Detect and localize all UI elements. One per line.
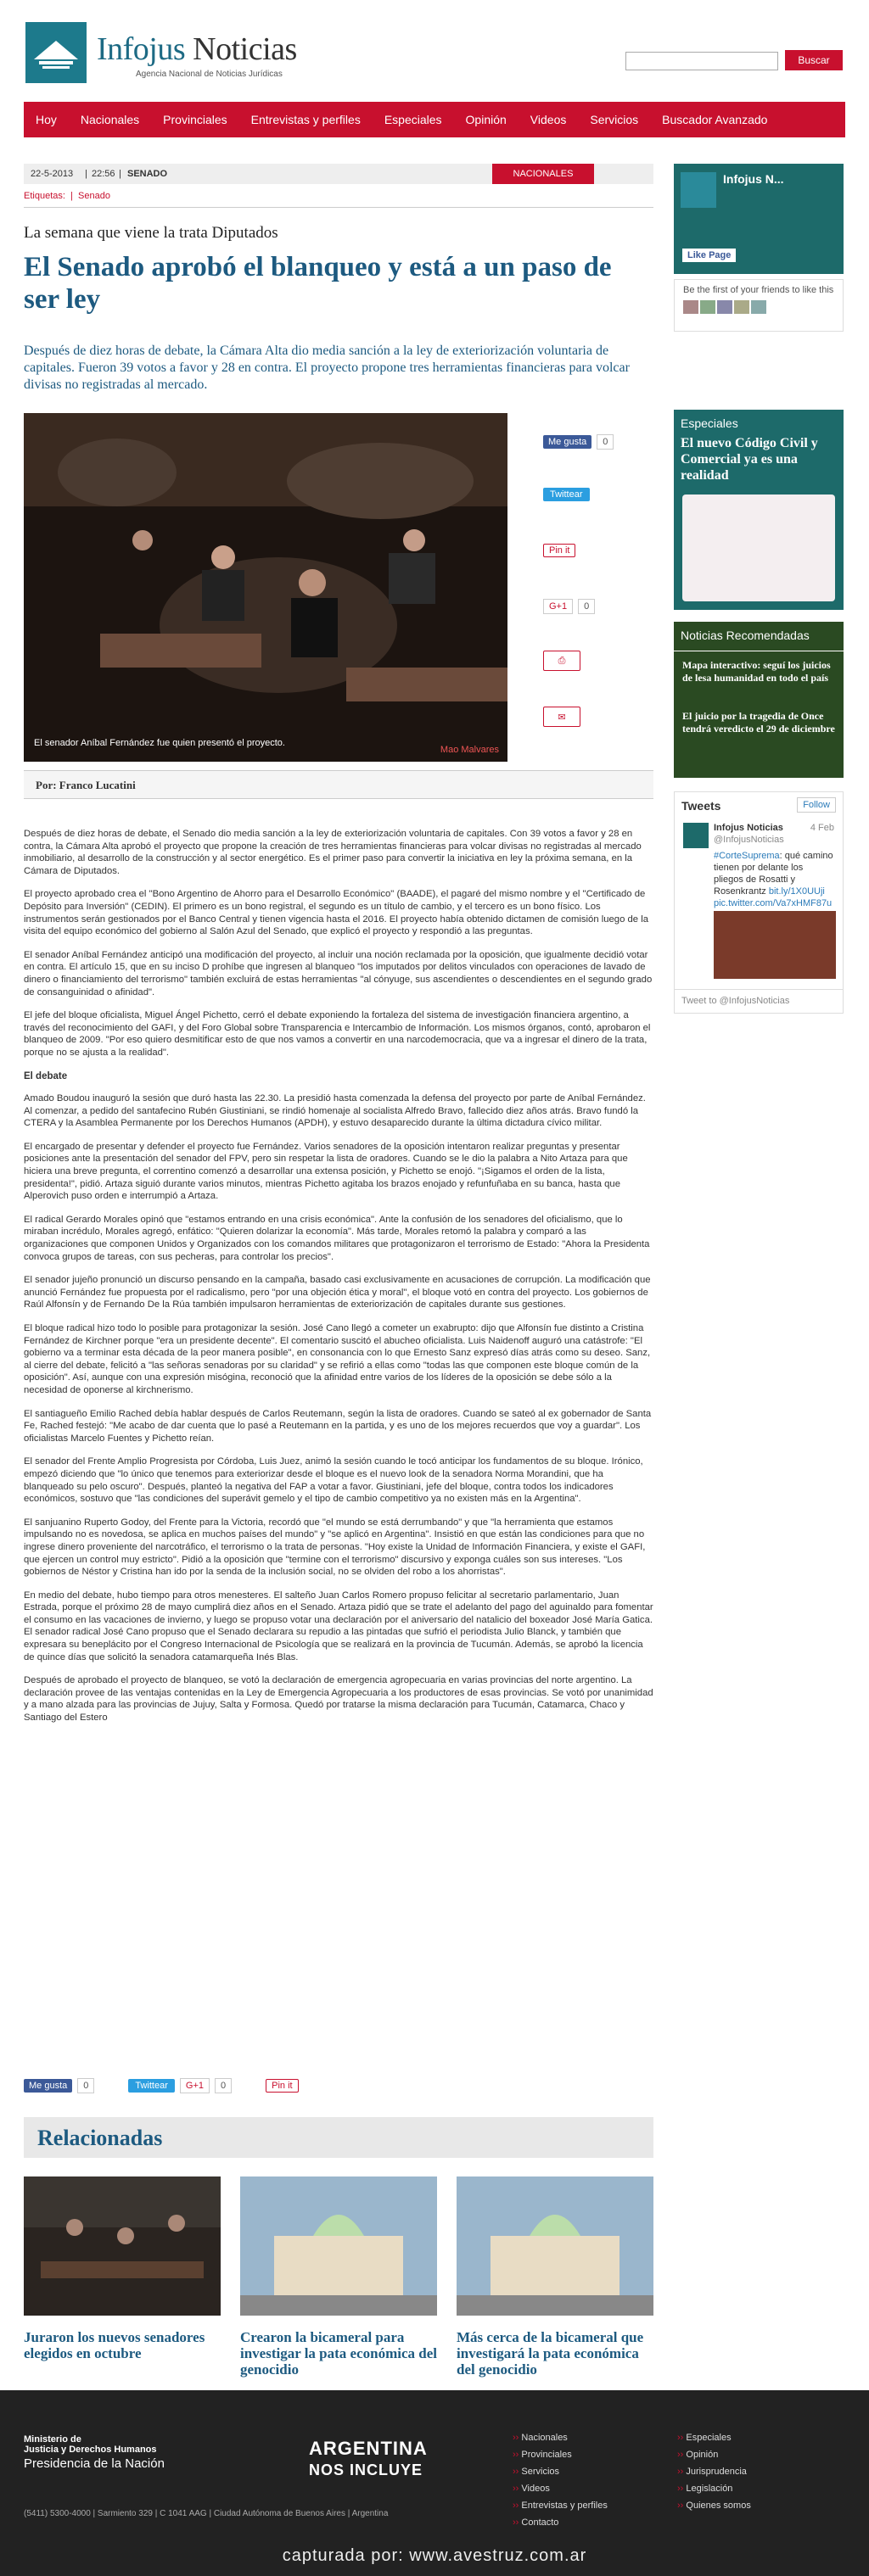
related-title: Relacionadas <box>37 2126 163 2150</box>
paragraph: El senador jujeño pronunció un discurso pensando en la campaña, basado casi exclusivamente en acusaciones de corrupción. La modificación que anunció Fernández fue propuesta por el radicalismo, pero "por una objeción ética y moral", el bloque votó en contra del proyecto. Los gobiernos de Raúl Alfonsín y de Fernando De la Rúa también impulsaron herramientas de exteriorización de capitales durante sus gestiones. <box>24 1275 651 1310</box>
especiales-headline[interactable]: El nuevo Código Civil y Comercial ya es una realidad <box>681 436 818 483</box>
paragraph: Después de aprobado el proyecto de blanqueo, se votó la declaración de emergencia agropecuaria en varias provincias del norte argentino. La declaración provee de las ventajas contenidas en la Ley de Emergencia Agropecuaria a los productores de esas provincias. Se votó por unanimidad y a mano alzada para las provincias de Jujuy, Salta y Formosa. Quedó por tratarse la misma declaración para Tucumán, Catamarca, Chaco y Santiago del Estero <box>24 1675 653 1724</box>
related-headline[interactable]: Más cerca de la bicameral que investigará la pata económica del genocidio <box>457 2329 644 2378</box>
paragraph: El proyecto aprobado crea el "Bono Argentino de Ahorro para el Desarrollo Económico" (BAADE), el pagaré del mismo nombre y el "Certificado de Depósito para Inversión" (CEDIN). El primero es un bono registral, el segundo es un título de cambio, y el tercero es un bono físico. Los instrumentos serán gestionados por el Banco Central y tienen vigencia hasta el 2016. El proyecto había obtenido dictamen de comisión luego de la visita del equipo económico del gobierno al Salón Azul del Senado, que explicó el proyecto y respondió a las preguntas. <box>24 889 649 937</box>
main-nav <box>24 102 845 137</box>
meta-sep-2: | <box>119 169 121 179</box>
tweet-avatar[interactable] <box>683 823 709 848</box>
fb-friends-box <box>674 279 844 332</box>
related-image[interactable] <box>24 2176 221 2316</box>
nav-item-especiales[interactable]: Especiales <box>384 113 442 126</box>
fb-page-logo <box>681 172 716 208</box>
footer-links-2 <box>677 2429 751 2514</box>
recomendada-item[interactable]: El juicio por la tragedia de Once tendrá veredicto el 29 de diciembre <box>682 710 835 735</box>
footer-address: (5411) 5300-4000 | Sarmiento 329 | C 1041 AAG | Ciudad Autónoma de Buenos Aires | Argentina <box>24 2509 389 2518</box>
tweet-text: : qué camino tienen por delante los pliegos de Rosatti y Rosenkrantz <box>714 851 833 897</box>
footer-link[interactable]: ›› Nacionales <box>513 2429 608 2446</box>
gplus-count: 0 <box>578 599 595 614</box>
nav-item-entrevistas[interactable]: Entrevistas y perfiles <box>250 113 361 126</box>
paragraph: Después de diez horas de debate, el Senado dio media sanción a la ley de exteriorización voluntaria de capitales. Con 39 votos a favor y 28 en contra, la Cámara Alta aprobó el proyecto que propone la creación de tres herramientas financieras para volcar divisas no registradas al mercado inmobiliario, al desarrollo de la construcción y al sector energético. Es el primer paso para convertir la iniciativa en ley la próxima semana, en la Cámara de Diputados. <box>24 829 642 876</box>
especiales-widget[interactable] <box>674 410 844 610</box>
article-kicker: La semana que viene la trata Diputados <box>24 224 278 242</box>
footer-link[interactable]: ›› Jurisprudencia <box>677 2463 751 2480</box>
recomendadas-title: Noticias Recomendadas <box>681 629 810 642</box>
paragraph: El radical Gerardo Morales opinó que "estamos entrando en una crisis económica". Ante la confusión de los senadores del oficialismo, que lo miraban incrédulo, Morales agregó, enfático: "Quieren dolarizar la economía". Más tarde, Morales retomó la palabra y comparó a las organizaciones que componen Unidos y Organizados con los comandos militares que protagonizaron el terrorismo de Estado: "Ahora la Presidenta convoca grupos de tareas, con sus pecheras, para controlar los precios". <box>24 1214 650 1262</box>
pin-button-bottom[interactable]: Pin it <box>266 2079 298 2093</box>
email[interactable] <box>543 707 580 726</box>
footer-link[interactable]: ›› Provinciales <box>513 2446 608 2463</box>
paragraph: El bloque radical hizo todo lo posible para protagonizar la sesión. José Cano llegó a cometer un exabrupto: dijo que Alfonsín fue distinto a Cristina Fernández de Kirchner porque "era un presidente decente". El comentario suscitó el abucheo oficialista. Luis Naidenoff auguró una catástrofe: "El gobierno va a terminar esta década de la peor manera posible", en consonancia con lo que Ernesto Sanz expresó días atrás como su deseo. Sanz, al cierre del debate, felicitó a "las señoras senadoras por su claridad" y se refirió a ellas como "todas las que componen este bloque común de la oposición". Así, aunque con una expresión misógina, reconoció que la afinidad entre varios de los líderes de la oposición se debe sólo a la necesidad de oponerse al kirchnerismo. <box>24 1323 651 1395</box>
fb-like-count: 0 <box>597 434 614 450</box>
footer-slogan-2: NOS INCLUYE <box>309 2461 423 2478</box>
footer-ministry-2: Justicia y Derechos Humanos <box>24 2445 157 2455</box>
fb-page-title[interactable]: Infojus N... <box>723 172 784 186</box>
author-byline: Por: Franco Lucatini <box>24 770 653 799</box>
paragraph: El santiagueño Emilio Rached debía hablar después de Carlos Reutemann, según la lista de oradores. Cuando se sateó al ex gobernador de Santa Fe, Rached festejó: "Me acabo de dar cuenta que lo pasé a Reutemann en la partida, y es uno de los mejores recuerdos que voy a guardar". Los oficialistas Marcelo Fuentes y Pichetto reían. <box>24 1408 652 1444</box>
nav-item-provinciales[interactable]: Provinciales <box>163 113 227 126</box>
tweet-date: 4 Feb <box>810 823 834 833</box>
tweet[interactable] <box>543 485 590 504</box>
divider <box>24 207 653 208</box>
recomendadas-widget <box>674 622 844 778</box>
fb-page-widget <box>674 164 844 274</box>
fb-like-button-bottom[interactable]: Me gusta <box>24 2079 72 2093</box>
gplus-count-bottom: 0 <box>215 2078 232 2093</box>
tweet-author[interactable]: Infojus Noticias <box>714 823 783 833</box>
footer-link[interactable]: ›› Opinión <box>677 2446 751 2463</box>
tweet-pic-link[interactable]: pic.twitter.com/Va7xHMF87u <box>714 898 833 908</box>
fb-like-button[interactable]: Me gusta <box>543 435 591 449</box>
share-row-bottom <box>24 2076 299 2095</box>
email-icon[interactable]: ✉ <box>543 707 580 727</box>
tags-sep: | <box>70 191 73 201</box>
article-source: SENADO <box>127 169 168 179</box>
print-icon[interactable]: ⎙ <box>543 651 580 671</box>
nav-item-servicios[interactable]: Servicios <box>590 113 639 126</box>
paragraph: En medio del debate, hubo tiempo para otros menesteres. El salteño Juan Carlos Romero propuso felicitar al secretario parlamentario, Juan Estrada, porque el próximo 28 de mayo cumplirá diez años en el Senado. Artaza pidió que se trate el adelanto del pago del aguinaldo para fomentar el consumo en las vacaciones de invierno, y luego se propuso votar una declaración por el aniversario del natalicio del boxeador José María Gatica. El senador radical José Cano propuso que el Senado declarara su repudio a las pintadas que sufrió el periodista Julio Blanck, y también que expresara su beneplácito por el Congreso Internacional de Psicología que se realizará en la provincia de Tucumán. Además, se aprobó la licencia de quince días que solicitó la senadora catamarqueña Inés Blas. <box>24 1590 653 1662</box>
related-item[interactable] <box>457 2176 653 2378</box>
nav-item-videos[interactable]: Videos <box>530 113 567 126</box>
article-subhead: El debate <box>24 1070 68 1081</box>
search-input[interactable] <box>625 52 778 70</box>
paragraph: El jefe del bloque oficialista, Miguel Ángel Pichetto, cerró el debate exponiendo la fortaleza del sistema de investigación financiera argentino, a través del reconocimiento del GAFI, y del Foro Global sobre Transparencia e Intercambio de Información. Los mismos órganos, contó, aprobaron el blanqueo de 2009. "Por eso quiero desmitificar esto de que nos vamos a convertir en una narcodemocracia, que va a ingresar el dinero de la trata, porque no se ajusta a la realidad". <box>24 1010 651 1058</box>
tweet-handle: @InfojusNoticias <box>714 835 784 845</box>
paragraph: El senador del Frente Amplio Progresista por Córdoba, Luis Juez, animó la sesión cuando le tocó anticipar los fundamentos de su bloque. Irónico, empezó diciendo que "lo único que tenemos para exteriorizar desde el bloque es el nuevo look de la senadora Norma Morandini, que ha blanqueado su pelo oscuro". Después, planteó la negativa del FAP a votar a favor. Giustiniani, jefe del bloque, contra todos los indicadores económicos, sostuvo que "las condiciones del superávit gemelo y el tipo de cambio competitivo ya no existen más en la Argentina". <box>24 1456 643 1505</box>
related-item[interactable] <box>24 2176 221 2361</box>
footer-link[interactable]: ›› Videos <box>513 2480 608 2497</box>
footer-link[interactable]: ›› Legislación <box>677 2480 751 2497</box>
nav-item-hoy[interactable]: Hoy <box>36 113 57 126</box>
footer-ministry-3[interactable]: Presidencia de la Nación <box>24 2456 165 2471</box>
gplus[interactable] <box>543 597 595 616</box>
pin-button[interactable]: Pin it <box>543 544 575 557</box>
capture-watermark: capturada por: www.avestruz.com.ar <box>282 2546 587 2565</box>
nav-item-nacionales[interactable]: Nacionales <box>80 113 140 126</box>
tweet-link[interactable]: bit.ly/1X0UUji <box>768 886 825 897</box>
related-header <box>24 2117 653 2158</box>
photo-caption: El senador Aníbal Fernández fue quien presentó el proyecto. <box>34 738 285 748</box>
fb-friends-text: Be the first of your friends to like this <box>683 285 834 295</box>
site-brand[interactable] <box>97 31 297 68</box>
tweet-hashtag[interactable]: #CorteSuprema <box>714 851 780 861</box>
paragraph: El encargado de presentar y defender el proyecto fue Fernández. Varios senadores de la oposición intentaron realizar preguntas y presentar posiciones ante la presentación del senador del FPV, pero sin respetar la lista de oradores. Cuando se le dio la palabra a Nito Artaza para que hiciera una breve pregunta, el correntino comenzó a desarrollar una extensa posición, y Pichetto se enojó. "¡Sigamos el orden de la lista, presidenta!", pidió. Artaza siguió durante varios minutos, mientras Pichetto agitaba los brazos enojado y refunfuñaba en su banca, hasta que Alperovich puso orden e interrumpió a Artaza. <box>24 1141 628 1202</box>
article-date: 22-5-2013 <box>31 169 74 179</box>
fb-like[interactable] <box>543 433 614 451</box>
especiales-image[interactable] <box>682 495 835 601</box>
tags-row <box>24 191 110 201</box>
recomendada-item[interactable]: Mapa interactivo: seguí los juicios de lesa humanidad en todo el país <box>682 659 831 684</box>
brand-subtitle: Agencia Nacional de Noticias Jurídicas <box>136 70 283 79</box>
paragraph: Amado Boudou inauguró la sesión que duró hasta las 22.30. La presidió hasta comenzada la defensa del proyecto por parte de Aníbal Fernández. Al comenzar, a pedido del santafecino Rubén Giustiniani, se rindió homenaje al socialista Alfredo Bravo, fallecido diez años atrás. Bravo fundó la CTERA y la Asamblea Permanente por los Derechos Humanos (APDH), y estuvo desaparecido durante la última dictadura cívico militar. <box>24 1093 646 1129</box>
footer-link[interactable]: ›› Contacto <box>513 2514 608 2531</box>
paragraph: El sanjuanino Ruperto Godoy, del Frente para la Victoria, recordó que "el mundo se está derrumbando" y que "la herramienta que estamos impulsando no es novedosa, se aplica en muchos países del mundo" y "se aplicó en Argentina". Insistió en que están las condiciones para que no ingrese dinero proveniente del narcotráfico, el terrorismo o la trata de personas. "Hoy existe la Unidad de Información Financiera, y existe el GAFI, que ejercen un control muy estricto". Pidió a la oposición que "termine con el terrorismo" discursivo y exponga cuáles son sus intereses. "Los gobiernos de Néstor y Cristina han ido por la senda de la inclusión social, no se olviden del robo a los ahorristas". <box>24 1517 646 1578</box>
tweet-image[interactable] <box>714 911 836 979</box>
photo-image <box>24 413 507 762</box>
tags-label: Etiquetas: <box>24 191 65 201</box>
related-headline[interactable]: Juraron los nuevos senadores elegidos en octubre <box>24 2329 205 2361</box>
footer-links-1 <box>513 2429 608 2531</box>
section-badge[interactable]: NACIONALES <box>492 164 594 184</box>
tweet-to-box[interactable]: Tweet to @InfojusNoticias <box>675 989 843 1013</box>
photo-credit: Mao Malvares <box>440 745 499 755</box>
tweet-button-bottom[interactable]: Twittear <box>128 2079 175 2093</box>
tweet-button[interactable]: Twittear <box>543 488 590 501</box>
tweets-title: Tweets <box>681 799 721 813</box>
nav-item-opinion[interactable]: Opinión <box>465 113 507 126</box>
related-image[interactable] <box>457 2176 653 2316</box>
brand-name-b: Noticias <box>193 31 297 67</box>
gplus-button-bottom[interactable]: G+1 <box>180 2078 210 2093</box>
footer-link[interactable]: ›› Servicios <box>513 2463 608 2480</box>
site-logo[interactable] <box>25 22 87 83</box>
article-body <box>24 828 653 1735</box>
article-meta-bar <box>24 164 653 184</box>
meta-sep-1: | <box>85 169 87 179</box>
gplus-button[interactable]: G+1 <box>543 599 573 614</box>
related-headline[interactable]: Crearon la bicameral para investigar la pata económica del genocidio <box>240 2329 437 2378</box>
tag-link[interactable]: Senado <box>78 191 110 201</box>
brand-name-a: Infojus <box>97 31 186 67</box>
twitter-widget <box>674 791 844 1014</box>
article-time: 22:56 <box>92 169 115 179</box>
article-headline: El Senado aprobó el blanqueo y está a un paso de ser ley <box>24 252 612 315</box>
related-item[interactable] <box>240 2176 437 2378</box>
nav-item-buscador[interactable]: Buscador Avanzado <box>662 113 768 126</box>
follow-button[interactable]: Follow <box>797 797 836 813</box>
article-lead: Después de diez horas de debate, la Cámara Alta dio media sanción a la ley de exteriorización voluntaria de capitales. Fueron 39 votos a favor y 28 en contra. El proyecto propone tres herramientas financieras para volcar divisas no registradas al mercado. <box>24 344 630 392</box>
footer-link[interactable]: ›› Especiales <box>677 2429 751 2446</box>
footer-link[interactable]: ›› Entrevistas y perfiles <box>513 2497 608 2514</box>
footer-ministry-1: Ministerio de <box>24 2434 81 2445</box>
pinterest[interactable] <box>543 541 575 560</box>
especiales-title: Especiales <box>681 416 738 430</box>
print[interactable] <box>543 651 580 670</box>
footer-slogan-1: ARGENTINA <box>309 2438 428 2459</box>
footer-link[interactable]: ›› Quienes somos <box>677 2497 751 2514</box>
site-header <box>0 0 869 102</box>
article-photo <box>24 413 507 762</box>
fb-like-page-button[interactable]: Like Page <box>682 249 736 262</box>
related-image[interactable] <box>240 2176 437 2316</box>
paragraph: El senador Aníbal Fernández anticipó una modificación del proyecto, al incluir una noción reclamada por la oposición, que igualmente decidió votar en contra. El artículo 15, que en su inciso D prohíbe que ingresen al blanqueo "los imputados por delitos vinculados con operaciones de lavado de dinero o financiamiento del terrorismo" también excluirá de estas herramientas "al cónyuge, sus ascendientes o descendientes en el segundo grado de consanguinidad o afinidad". <box>24 949 653 997</box>
fb-count-bottom: 0 <box>77 2078 94 2093</box>
search-button[interactable]: Buscar <box>785 50 843 70</box>
